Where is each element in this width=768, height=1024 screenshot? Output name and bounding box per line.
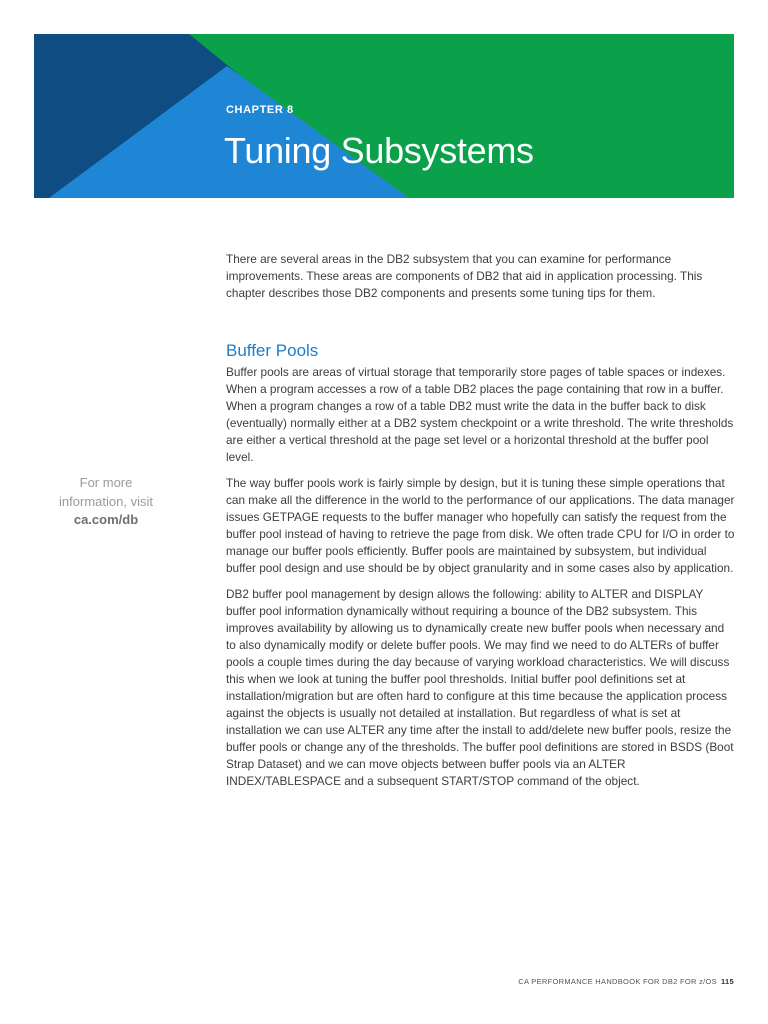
paragraph-3: DB2 buffer pool management by design allows the following: ability to ALTER and DISPLAY buffer pool information dynamically without requiring a bounce of the DB2 subsystem. This improves availability by allowing us to dynamically create new buffer pools when necessary and to also dynamically modify or delete buffer pools. We may find we need to do ALTERs of buffer pools a couple times during the day because of varying workload characteristics. We will discuss this when we look at tuning the buffer pool thresholds. Initial buffer pool definitions set at installation/migration but are often hard to configure at this time because the application process against the objects is usually not detailed at installation. But regardless of what is set at installation we can use ALTER any time after the install to add/delete new buffer pools, resize the buffer pools or change any of the thresholds. The buffer pool definitions are stored in BSDS (Boot Strap Dataset) and we can move objects between buffer pools via an ALTER INDEX/TABLESPACE and a subsequent START/STOP command of the object. xyxy=(226,587,734,788)
paragraph-1: Buffer pools are areas of virtual storage that temporarily store pages of table spaces or indexes. When a program accesses a row of a table DB2 places the page containing that row in a buffer. When a program changes a row of a table DB2 must write the data in the buffer back to disk (eventually) normally either at a DB2 system checkpoint or a write threshold. The write thresholds are either a vertical threshold at the page set level or a horizontal threshold at the buffer pool level. xyxy=(226,365,734,464)
paragraph-2: The way buffer pools work is fairly simple by design, but it is tuning these simple operations that can make all the difference in the world to the performance of our applications. The data manager issues GETPAGE requests to the buffer manager who hopefully can satisfy the request from the buffer pool instead of having to retrieve the page from disk. We often trade CPU for I/O in order to manage our buffer pools efficiently. Buffer pools are maintained by subsystem, but individual buffer pool design and use should be by object granularity and in some cases also by application. xyxy=(226,476,735,575)
chapter-label: CHAPTER 8 xyxy=(226,104,294,116)
banner-graphic xyxy=(34,34,734,198)
chapter-title: Tuning Subsystems xyxy=(224,130,534,171)
footer-title: CA PERFORMANCE HANDBOOK FOR DB2 FOR z/OS xyxy=(518,977,717,986)
intro-text: There are several areas in the DB2 subsystem that you can examine for performance improvements. These areas are components of DB2 that aid in application processing. This chapter describes those DB2 components and presents some tuning tips for them. xyxy=(226,252,703,300)
section-heading: Buffer Pools xyxy=(226,341,319,360)
page-number: 115 xyxy=(721,977,734,986)
sidebar-note xyxy=(56,474,156,530)
sidebar-note-text: For more information, visit xyxy=(59,475,153,509)
intro-paragraph xyxy=(226,251,736,302)
sidebar-link[interactable]: ca.com/db xyxy=(73,512,139,527)
chapter-banner xyxy=(34,34,734,198)
page-footer xyxy=(518,977,734,986)
section-body xyxy=(226,364,736,799)
